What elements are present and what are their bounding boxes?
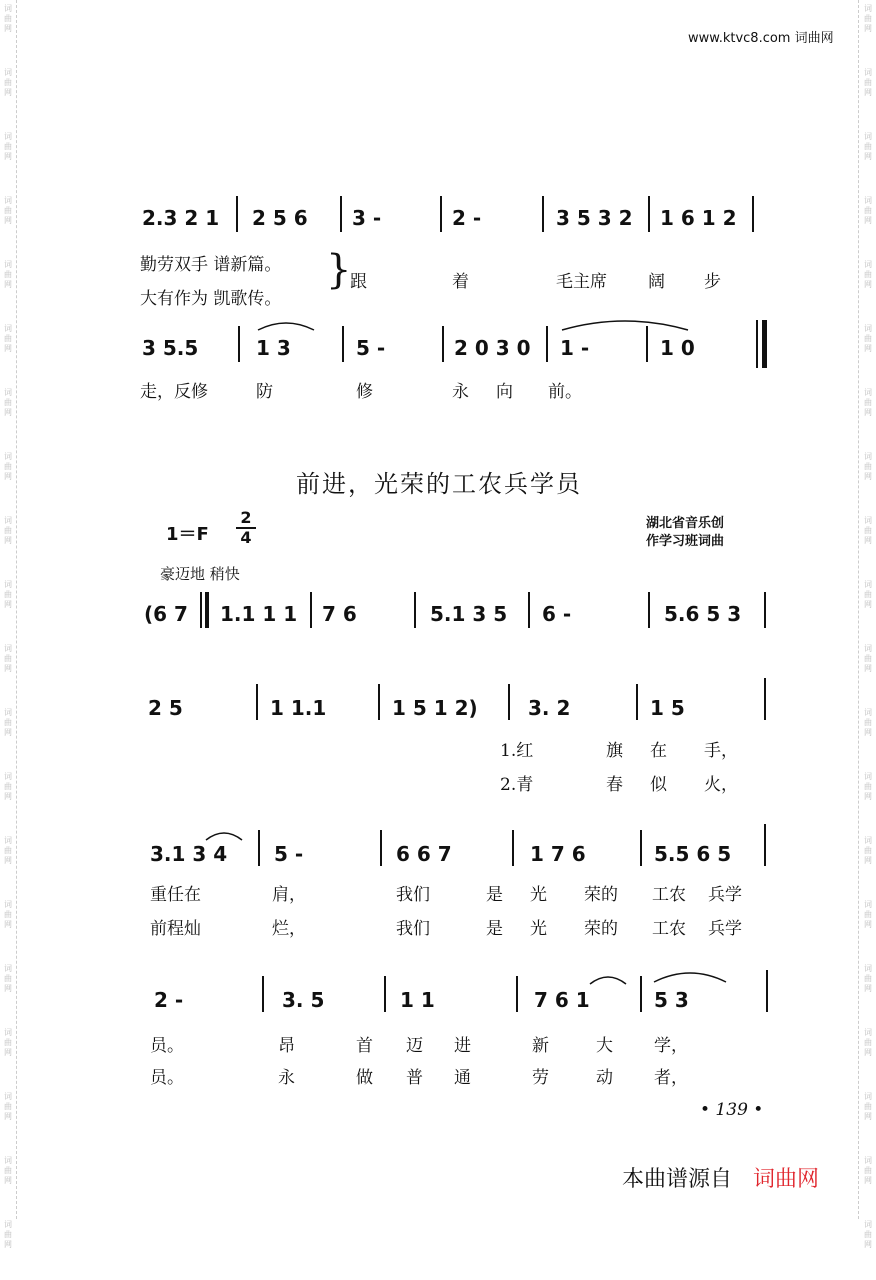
time-signature <box>236 510 256 546</box>
side-watermark-text: 词 曲 网 <box>864 964 872 993</box>
site-watermark: www.ktvc8.com 词曲网 <box>688 31 834 46</box>
slur <box>588 972 628 986</box>
barline <box>378 684 380 720</box>
side-watermark-text: 词 曲 网 <box>4 1028 12 1057</box>
measure: 5.1 3 5 <box>430 602 508 626</box>
lyric-verse1: 勤劳双手 谱新篇。 <box>140 255 282 275</box>
repeat-barline <box>205 592 209 628</box>
side-watermark-text: 词 曲 网 <box>864 324 872 353</box>
lyric-shared: 毛主席 <box>556 272 607 292</box>
side-watermark-text: 词 曲 网 <box>864 1156 872 1185</box>
measure: 2.3 2 1 <box>142 206 220 230</box>
side-watermark-text: 词 曲 网 <box>4 836 12 865</box>
side-watermark-text: 词 曲 网 <box>4 4 12 33</box>
slur <box>204 828 244 842</box>
measure: 1 6 1 2 <box>660 206 737 230</box>
lyric-verse2: 2.青 <box>500 775 534 795</box>
barline <box>384 976 386 1012</box>
measure: 6 - <box>542 602 572 626</box>
side-watermark-text: 词 曲 网 <box>4 516 12 545</box>
measure: 5 - <box>356 336 386 360</box>
lyric-verse2: 员。 <box>150 1068 184 1088</box>
song-title: 前进，光荣的工农兵学员 <box>296 470 582 498</box>
barline <box>752 196 754 232</box>
side-watermark-text: 词 曲 网 <box>4 324 12 353</box>
lyric: 防 <box>256 382 273 402</box>
lyric-verse1: 大 <box>596 1036 613 1056</box>
barline <box>258 830 260 866</box>
lyric-verse2: 兵学 <box>708 919 742 939</box>
measure: 1.1 1 1 <box>220 602 298 626</box>
measure: 2 - <box>452 206 482 230</box>
side-watermark-text: 词 曲 网 <box>4 644 12 673</box>
lyric-verse2: 光 <box>530 919 547 939</box>
side-watermark-text: 词 曲 网 <box>4 68 12 97</box>
measure: 5 - <box>274 842 304 866</box>
barline <box>528 592 530 628</box>
credit-line-1: 湖北省音乐创 <box>646 516 725 531</box>
measure: 7 6 1 <box>534 988 590 1012</box>
lyric: 走，反修 <box>140 382 208 402</box>
lyric: 修 <box>356 382 373 402</box>
lyric-verse2: 我们 <box>396 919 430 939</box>
lyric-verse1: 手， <box>704 741 738 761</box>
left-margin-rule <box>16 0 17 1219</box>
lyric-verse1: 是 <box>486 885 503 905</box>
page-number: • 139 • <box>700 1100 764 1120</box>
lyric-verse2: 动 <box>596 1068 613 1088</box>
measure: 1 - <box>560 336 590 360</box>
barline <box>648 196 650 232</box>
barline <box>764 824 766 866</box>
side-watermark-text: 词 曲 网 <box>864 4 872 33</box>
side-watermark-text: 词 曲 网 <box>4 964 12 993</box>
lyric-verse2: 通 <box>454 1068 471 1088</box>
barline <box>440 196 442 232</box>
measure: 5.6 5 3 <box>664 602 742 626</box>
lyric-verse2: 者， <box>654 1068 688 1088</box>
barline <box>546 326 548 362</box>
barline <box>640 976 642 1012</box>
side-watermark-text: 词 曲 网 <box>864 900 872 929</box>
barline <box>236 196 238 232</box>
barline <box>764 592 766 628</box>
side-watermark-text: 词 曲 网 <box>4 388 12 417</box>
repeat-barline <box>200 592 202 628</box>
measure: 5 3 <box>654 988 689 1012</box>
lyric-verse2: 大有作为 凯歌传。 <box>140 289 282 309</box>
lyric-verse1: 肩， <box>272 885 306 905</box>
side-watermark-text: 词 曲 网 <box>864 1028 872 1057</box>
lyric-verse2: 是 <box>486 919 503 939</box>
side-watermark-text: 词 曲 网 <box>864 260 872 289</box>
side-watermark-text: 词 曲 网 <box>4 132 12 161</box>
side-watermark-text: 词 曲 网 <box>864 68 872 97</box>
measure: 5.5 6 5 <box>654 842 732 866</box>
lyric-verse1: 我们 <box>396 885 430 905</box>
barline <box>256 684 258 720</box>
barline <box>766 970 768 1012</box>
lyric: 前。 <box>548 382 582 402</box>
source-credit <box>622 1162 819 1193</box>
lyric-verse1: 荣的 <box>584 885 618 905</box>
final-barline <box>762 320 767 368</box>
side-watermark-text: 词 曲 网 <box>4 900 12 929</box>
lyric-shared: 跟 <box>350 272 367 292</box>
side-watermark-text: 词 曲 网 <box>4 1220 12 1249</box>
lyric-verse2: 做 <box>356 1068 373 1088</box>
measure: 3. 5 <box>282 988 325 1012</box>
side-watermark-text: 词 曲 网 <box>4 772 12 801</box>
side-watermark-left <box>0 0 16 1249</box>
lyric-verse1: 1.红 <box>500 741 534 761</box>
side-watermark-text: 词 曲 网 <box>4 1092 12 1121</box>
barline <box>508 684 510 720</box>
measure: 1 1.1 <box>270 696 327 720</box>
lyric-shared: 阔 <box>648 272 665 292</box>
lyric-verse1: 重任在 <box>150 885 201 905</box>
measure: 6 6 7 <box>396 842 452 866</box>
side-watermark-text: 词 曲 网 <box>864 1220 872 1249</box>
lyric-verse1: 工农 <box>652 885 686 905</box>
measure: 1 5 <box>650 696 685 720</box>
side-watermark-text: 词 曲 网 <box>864 836 872 865</box>
measure: 1 7 6 <box>530 842 586 866</box>
measure: 2 0 3 0 <box>454 336 531 360</box>
side-watermark-text: 词 曲 网 <box>4 1156 12 1185</box>
lyric-verse1: 兵学 <box>708 885 742 905</box>
lyric: 永 <box>452 382 469 402</box>
barline <box>516 976 518 1012</box>
measure: 2 5 6 <box>252 206 308 230</box>
barline <box>310 592 312 628</box>
side-watermark-text: 词 曲 网 <box>4 452 12 481</box>
key-signature: 1＝F <box>166 524 209 545</box>
measure: 2 - <box>154 988 184 1012</box>
time-bottom: 4 <box>240 528 252 547</box>
barline <box>640 830 642 866</box>
lyric-verse1: 光 <box>530 885 547 905</box>
measure: 3.1 3 4 <box>150 842 228 866</box>
tie <box>652 968 728 984</box>
lyric-verse1: 进 <box>454 1036 471 1056</box>
side-watermark-right <box>860 0 876 1249</box>
barline <box>340 196 342 232</box>
lyric-verse1: 迈 <box>406 1036 423 1056</box>
measure: 3 - <box>352 206 382 230</box>
measure: 2 5 <box>148 696 183 720</box>
credit-line-2: 作学习班词曲 <box>646 534 725 549</box>
lyric-verse2: 劳 <box>532 1068 549 1088</box>
lyric: 向 <box>496 382 513 402</box>
lyric-verse2: 烂， <box>272 919 306 939</box>
side-watermark-text: 词 曲 网 <box>4 196 12 225</box>
measure: 1 5 1 2) <box>392 696 478 720</box>
lyric-verse2: 春 <box>606 775 623 795</box>
measure: 3 5 3 2 <box>556 206 633 230</box>
side-watermark-text: 词 曲 网 <box>864 196 872 225</box>
measure: 3. 2 <box>528 696 571 720</box>
barline <box>442 326 444 362</box>
barline <box>262 976 264 1012</box>
side-watermark-text: 词 曲 网 <box>864 388 872 417</box>
measure: 1 0 <box>660 336 695 360</box>
side-watermark-text: 词 曲 网 <box>864 580 872 609</box>
lyric-verse1: 在 <box>650 741 667 761</box>
side-watermark-text: 词 曲 网 <box>4 580 12 609</box>
tempo-marking: 豪迈地 稍快 <box>160 565 240 583</box>
side-watermark-text: 词 曲 网 <box>864 1092 872 1121</box>
measure: 1 3 <box>256 336 291 360</box>
side-watermark-text: 词 曲 网 <box>864 516 872 545</box>
lyric-verse1: 昂 <box>278 1036 295 1056</box>
lyric-verse1: 员。 <box>150 1036 184 1056</box>
measure: 3 5.5 <box>142 336 199 360</box>
verse-brace: } <box>326 247 352 293</box>
side-watermark-text: 词 曲 网 <box>864 772 872 801</box>
barline <box>238 326 240 362</box>
barline <box>756 320 758 368</box>
barline <box>414 592 416 628</box>
lyric-verse2: 火， <box>704 775 738 795</box>
lyric-verse2: 似 <box>650 775 667 795</box>
lyric-verse1: 旗 <box>606 741 623 761</box>
time-top: 2 <box>240 508 252 527</box>
barline <box>764 678 766 720</box>
right-margin-rule <box>858 0 859 1219</box>
barline <box>342 326 344 362</box>
lyric-verse2: 荣的 <box>584 919 618 939</box>
measure: (6 7 <box>144 602 188 626</box>
lyric-verse1: 新 <box>532 1036 549 1056</box>
source-site-link[interactable]: 词曲网 <box>753 1167 820 1192</box>
source-prefix: 本曲谱源自 <box>622 1167 733 1192</box>
side-watermark-text: 词 曲 网 <box>4 708 12 737</box>
measure: 1 1 <box>400 988 435 1012</box>
barline <box>636 684 638 720</box>
barline <box>512 830 514 866</box>
side-watermark-text: 词 曲 网 <box>4 260 12 289</box>
lyric-verse2: 永 <box>278 1068 295 1088</box>
lyric-shared: 步 <box>704 272 721 292</box>
lyric-verse2: 前程灿 <box>150 919 201 939</box>
slur <box>256 318 316 332</box>
lyric-shared: 着 <box>452 272 469 292</box>
lyric-verse1: 首 <box>356 1036 373 1056</box>
side-watermark-text: 词 曲 网 <box>864 132 872 161</box>
lyric-verse2: 工农 <box>652 919 686 939</box>
barline <box>380 830 382 866</box>
side-watermark-text: 词 曲 网 <box>864 644 872 673</box>
measure: 7 6 <box>322 602 357 626</box>
lyric-verse2: 普 <box>406 1068 423 1088</box>
barline <box>648 592 650 628</box>
barline <box>542 196 544 232</box>
side-watermark-text: 词 曲 网 <box>864 452 872 481</box>
tie <box>560 316 690 332</box>
side-watermark-text: 词 曲 网 <box>864 708 872 737</box>
lyric-verse1: 学， <box>654 1036 688 1056</box>
